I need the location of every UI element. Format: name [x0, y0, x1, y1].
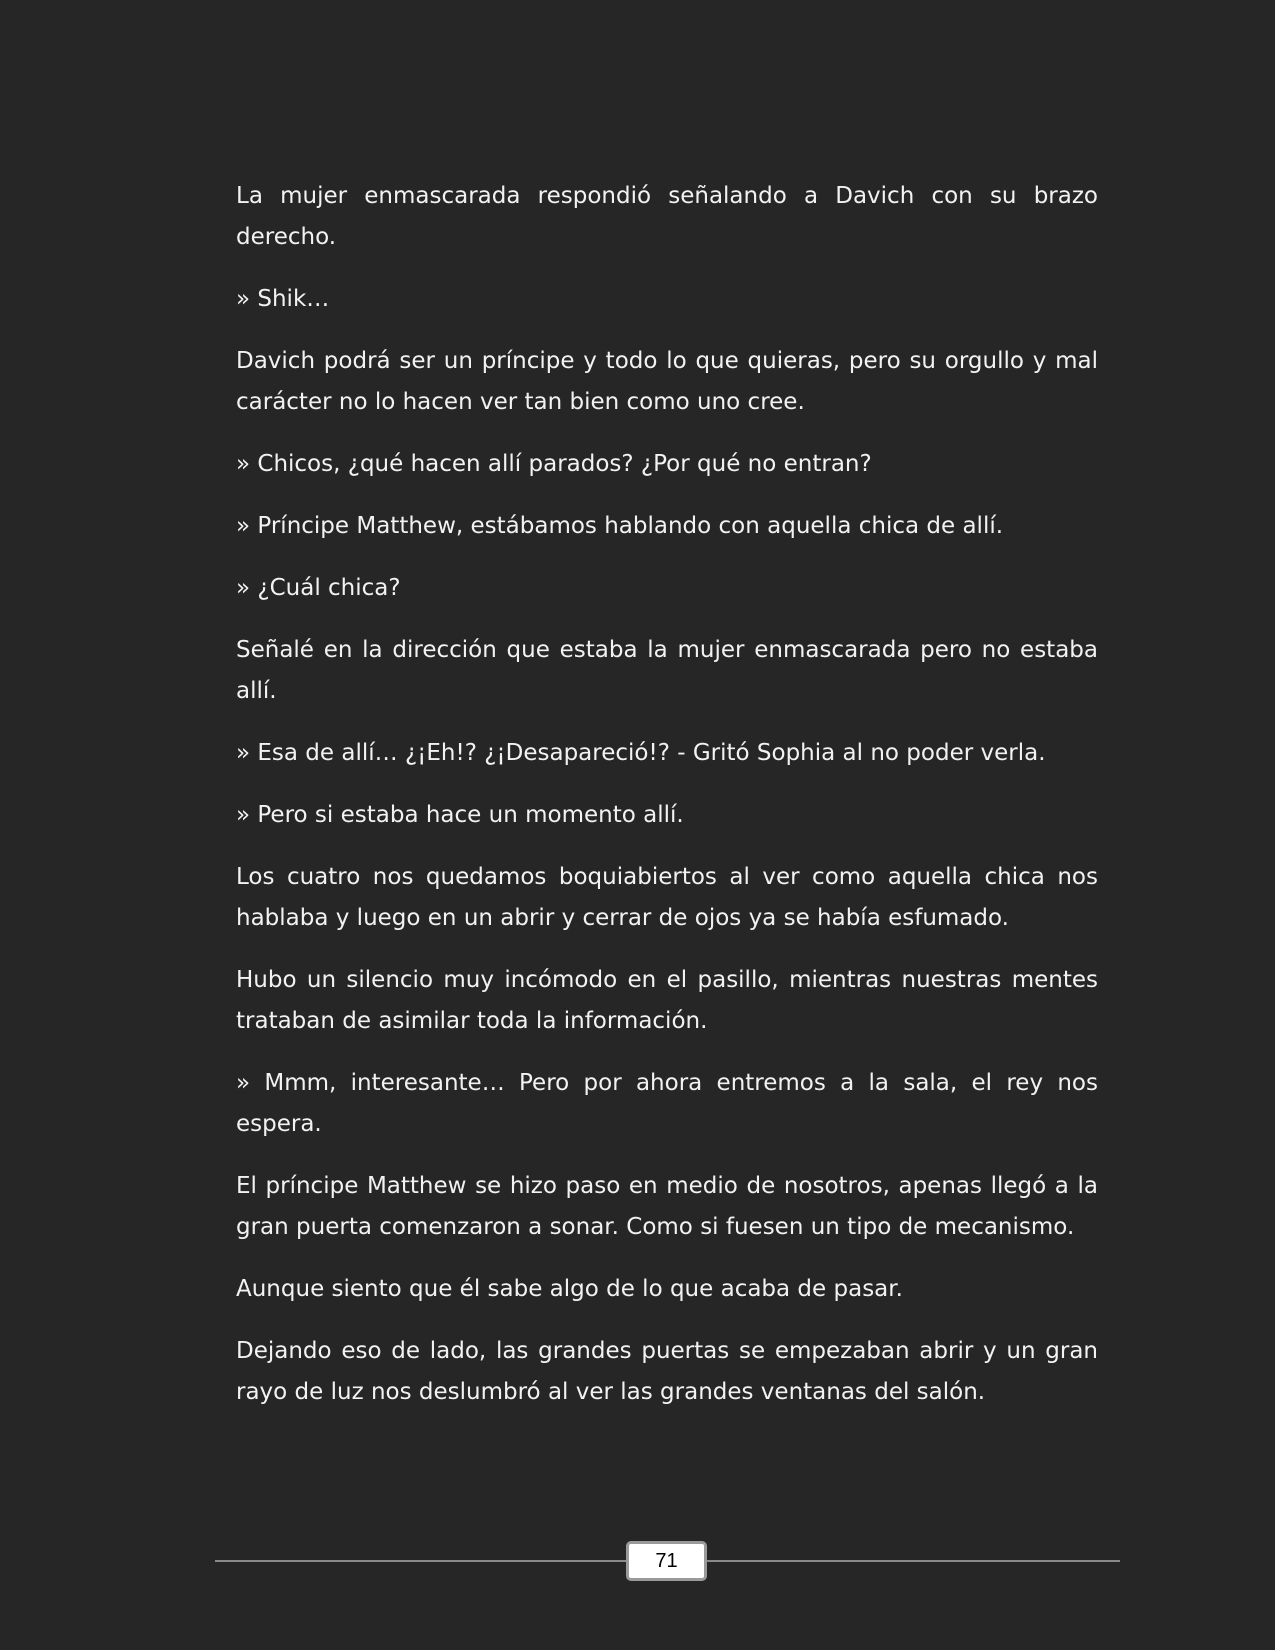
paragraph: » Shik… [236, 286, 330, 312]
paragraph: Davich podrá ser un príncipe y todo lo que quieras, pero su orgullo y mal carácter no lo hacen ver tan bien como uno cree. [236, 348, 1098, 415]
paragraph: » Príncipe Matthew, estábamos hablando con aquella chica de allí. [236, 513, 1004, 539]
footer-rule-left [215, 1560, 626, 1562]
paragraph: » Mmm, interesante… Pero por ahora entremos a la sala, el rey nos espera. [236, 1070, 1098, 1137]
paragraph: » ¿Cuál chica? [236, 575, 401, 601]
paragraph: Dejando eso de lado, las grandes puertas se empezaban abrir y un gran rayo de luz nos deslumbró al ver las grandes ventanas del salón. [236, 1338, 1098, 1405]
paragraph: Hubo un silencio muy incómodo en el pasillo, mientras nuestras mentes trataban de asimilar toda la información. [236, 967, 1098, 1034]
paragraph: » Esa de allí… ¿¡Eh!? ¿¡Desapareció!? - Gritó Sophia al no poder verla. [236, 740, 1046, 766]
paragraph: Señalé en la dirección que estaba la mujer enmascarada pero no estaba allí. [236, 637, 1098, 704]
paragraph: » Chicos, ¿qué hacen allí parados? ¿Por qué no entran? [236, 451, 872, 477]
paragraph: El príncipe Matthew se hizo paso en medio de nosotros, apenas llegó a la gran puerta comenzaron a sonar. Como si fuesen un tipo de mecanismo. [236, 1173, 1098, 1240]
body-text [236, 176, 1098, 1434]
paragraph: » Pero si estaba hace un momento allí. [236, 802, 684, 828]
paragraph: Los cuatro nos quedamos boquiabiertos al ver como aquella chica nos hablaba y luego en un abrir y cerrar de ojos ya se había esfumado. [236, 864, 1098, 931]
page-number: 71 [626, 1541, 707, 1581]
paragraph: La mujer enmascarada respondió señalando a Davich con su brazo derecho. [236, 183, 1098, 250]
paragraph: Aunque siento que él sabe algo de lo que acaba de pasar. [236, 1276, 903, 1302]
footer-rule-right [707, 1560, 1120, 1562]
